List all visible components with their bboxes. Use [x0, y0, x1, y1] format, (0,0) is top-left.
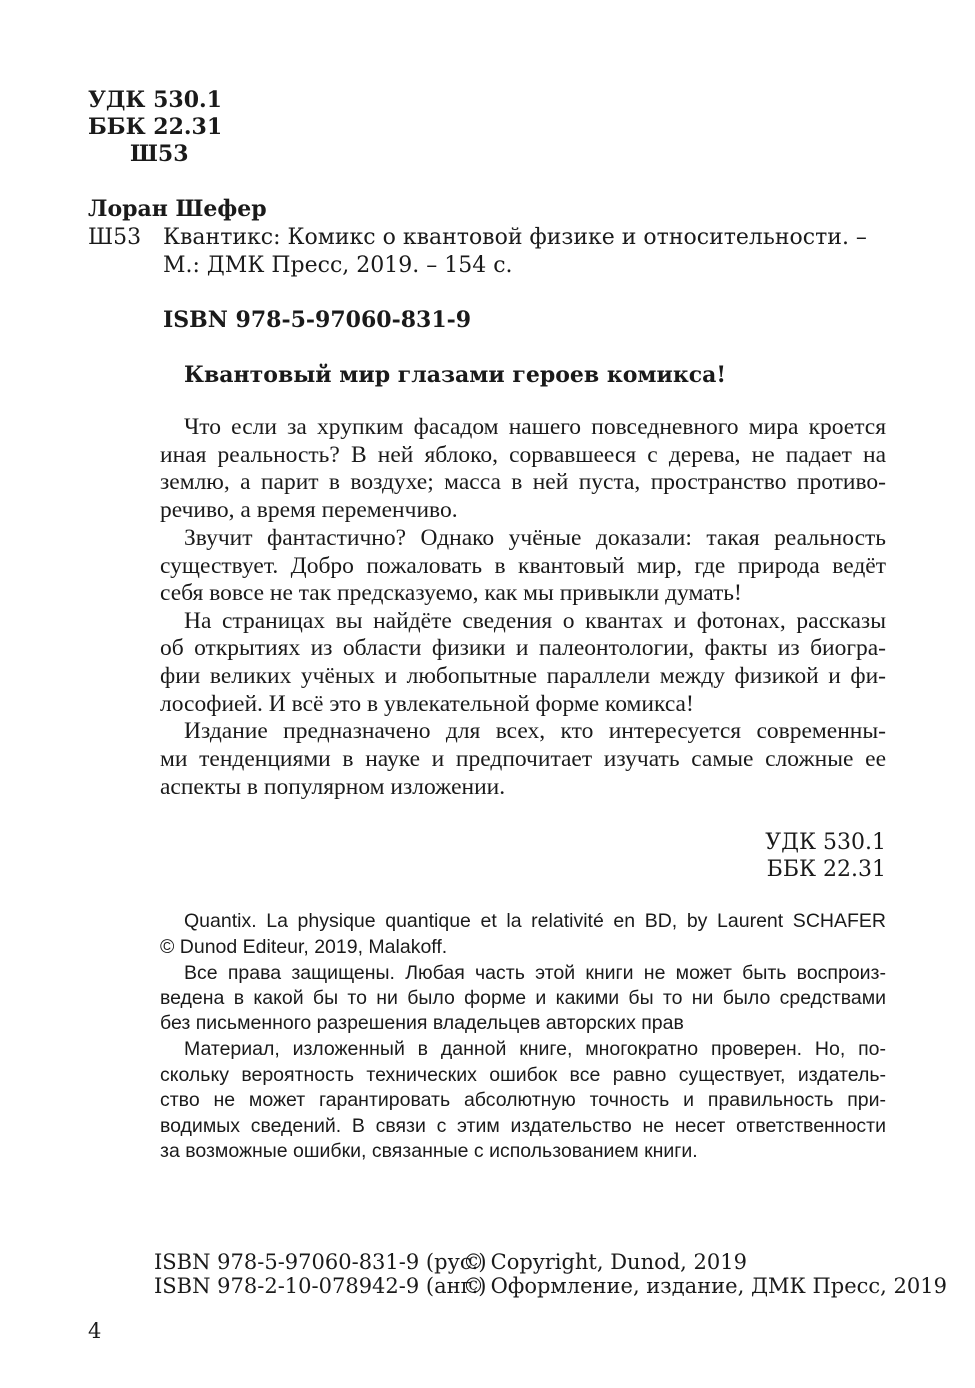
text-line: скольку вероятность технических ошибок все равно существует, издатель- [160, 1064, 886, 1086]
isbn-original: ISBN 978-2-10-078942-9 (анг.) [154, 1274, 487, 1298]
biblio-publisher-line: М.: ДМК Пресс, 2019. – 154 с. [163, 253, 513, 278]
biblio-title-line: Квантикс: Комикс о квантовой физике и относительности. – [163, 225, 867, 250]
text-line: Материал, изложенный в данной книге, многократно проверен. Но, по- [184, 1038, 886, 1060]
text-line: себя вовсе не так предсказуемо, как мы привыкли думать! [160, 580, 742, 606]
text-line: за возможные ошибки, связанные с использованием книги. [160, 1140, 698, 1162]
text-line: без письменного разрешения владельцев авторских прав [160, 1012, 684, 1034]
text-line: иная реальность? В ней яблоко, сорвавшееся с дерева, не падает на [160, 442, 886, 468]
text-line: Все права защищены. Любая часть этой книги не может быть воспроиз- [184, 962, 886, 984]
text-line: аспекты в популярном изложении. [160, 774, 506, 800]
text-line: водимых сведений. В связи с этим издательство не несет ответственности [160, 1115, 886, 1137]
annotation-heading: Квантовый мир глазами героев комикса! [184, 362, 727, 388]
text-line: Издание предназначено для всех, кто интересуется современны- [184, 718, 886, 744]
text-line: ми тенденциями в науке и предпочитает изучать самые сложные ее [160, 746, 886, 772]
page-number: 4 [88, 1319, 102, 1343]
isbn-russian: ISBN 978-5-97060-831-9 (рус.) [154, 1250, 487, 1274]
biblio-sign: Ш53 [88, 225, 142, 250]
author-name: Лоран Шефер [88, 196, 267, 222]
copyright-dmk: © Оформление, издание, ДМК Пресс, 2019 [463, 1274, 947, 1298]
copyright-dunod: © Copyright, Dunod, 2019 [463, 1250, 747, 1274]
udk-code: УДК 530.1 [88, 87, 222, 113]
text-line: ство не может гарантировать абсолютную точность и правильность при- [160, 1089, 886, 1111]
classification-udk: УДК 530.1 [765, 830, 886, 855]
text-line: землю, а парит в воздухе; масса в ней пуста, пространство противо- [160, 469, 886, 495]
bbk-code: ББК 22.31 [88, 114, 223, 140]
text-line: © Dunod Editeur, 2019, Malakoff. [160, 936, 448, 958]
text-line: На страницах вы найдёте сведения о квантах и фотонах, рассказы [184, 608, 886, 634]
text-line: речиво, а время переменчиво. [160, 497, 458, 523]
classification-bbk: ББК 22.31 [766, 857, 886, 882]
text-line: об открытиях из области физики и палеонтологии, факты из биогра- [160, 635, 886, 661]
text-line: Что если за хрупким фасадом нашего повседневного мира кроется [184, 414, 886, 440]
text-line: Звучит фантастично? Однако учёные доказали: такая реальность [184, 525, 886, 551]
text-line: лософией. И всё это в увлекательной форме комикса! [160, 691, 694, 717]
text-line: фии великих учёных и любопытные параллели между физикой и фи- [160, 663, 886, 689]
text-line: ведена в какой бы то ни было форме и какими бы то ни было средствами [160, 987, 886, 1009]
text-line: Quantix. La physique quantique et la relativité en BD, by Laurent SCHAFER [184, 910, 886, 932]
biblio-isbn: ISBN 978-5-97060-831-9 [163, 307, 472, 333]
author-sign: Ш53 [130, 141, 189, 167]
text-line: существует. Добро пожаловать в квантовый мир, где природа ведёт [160, 553, 886, 579]
